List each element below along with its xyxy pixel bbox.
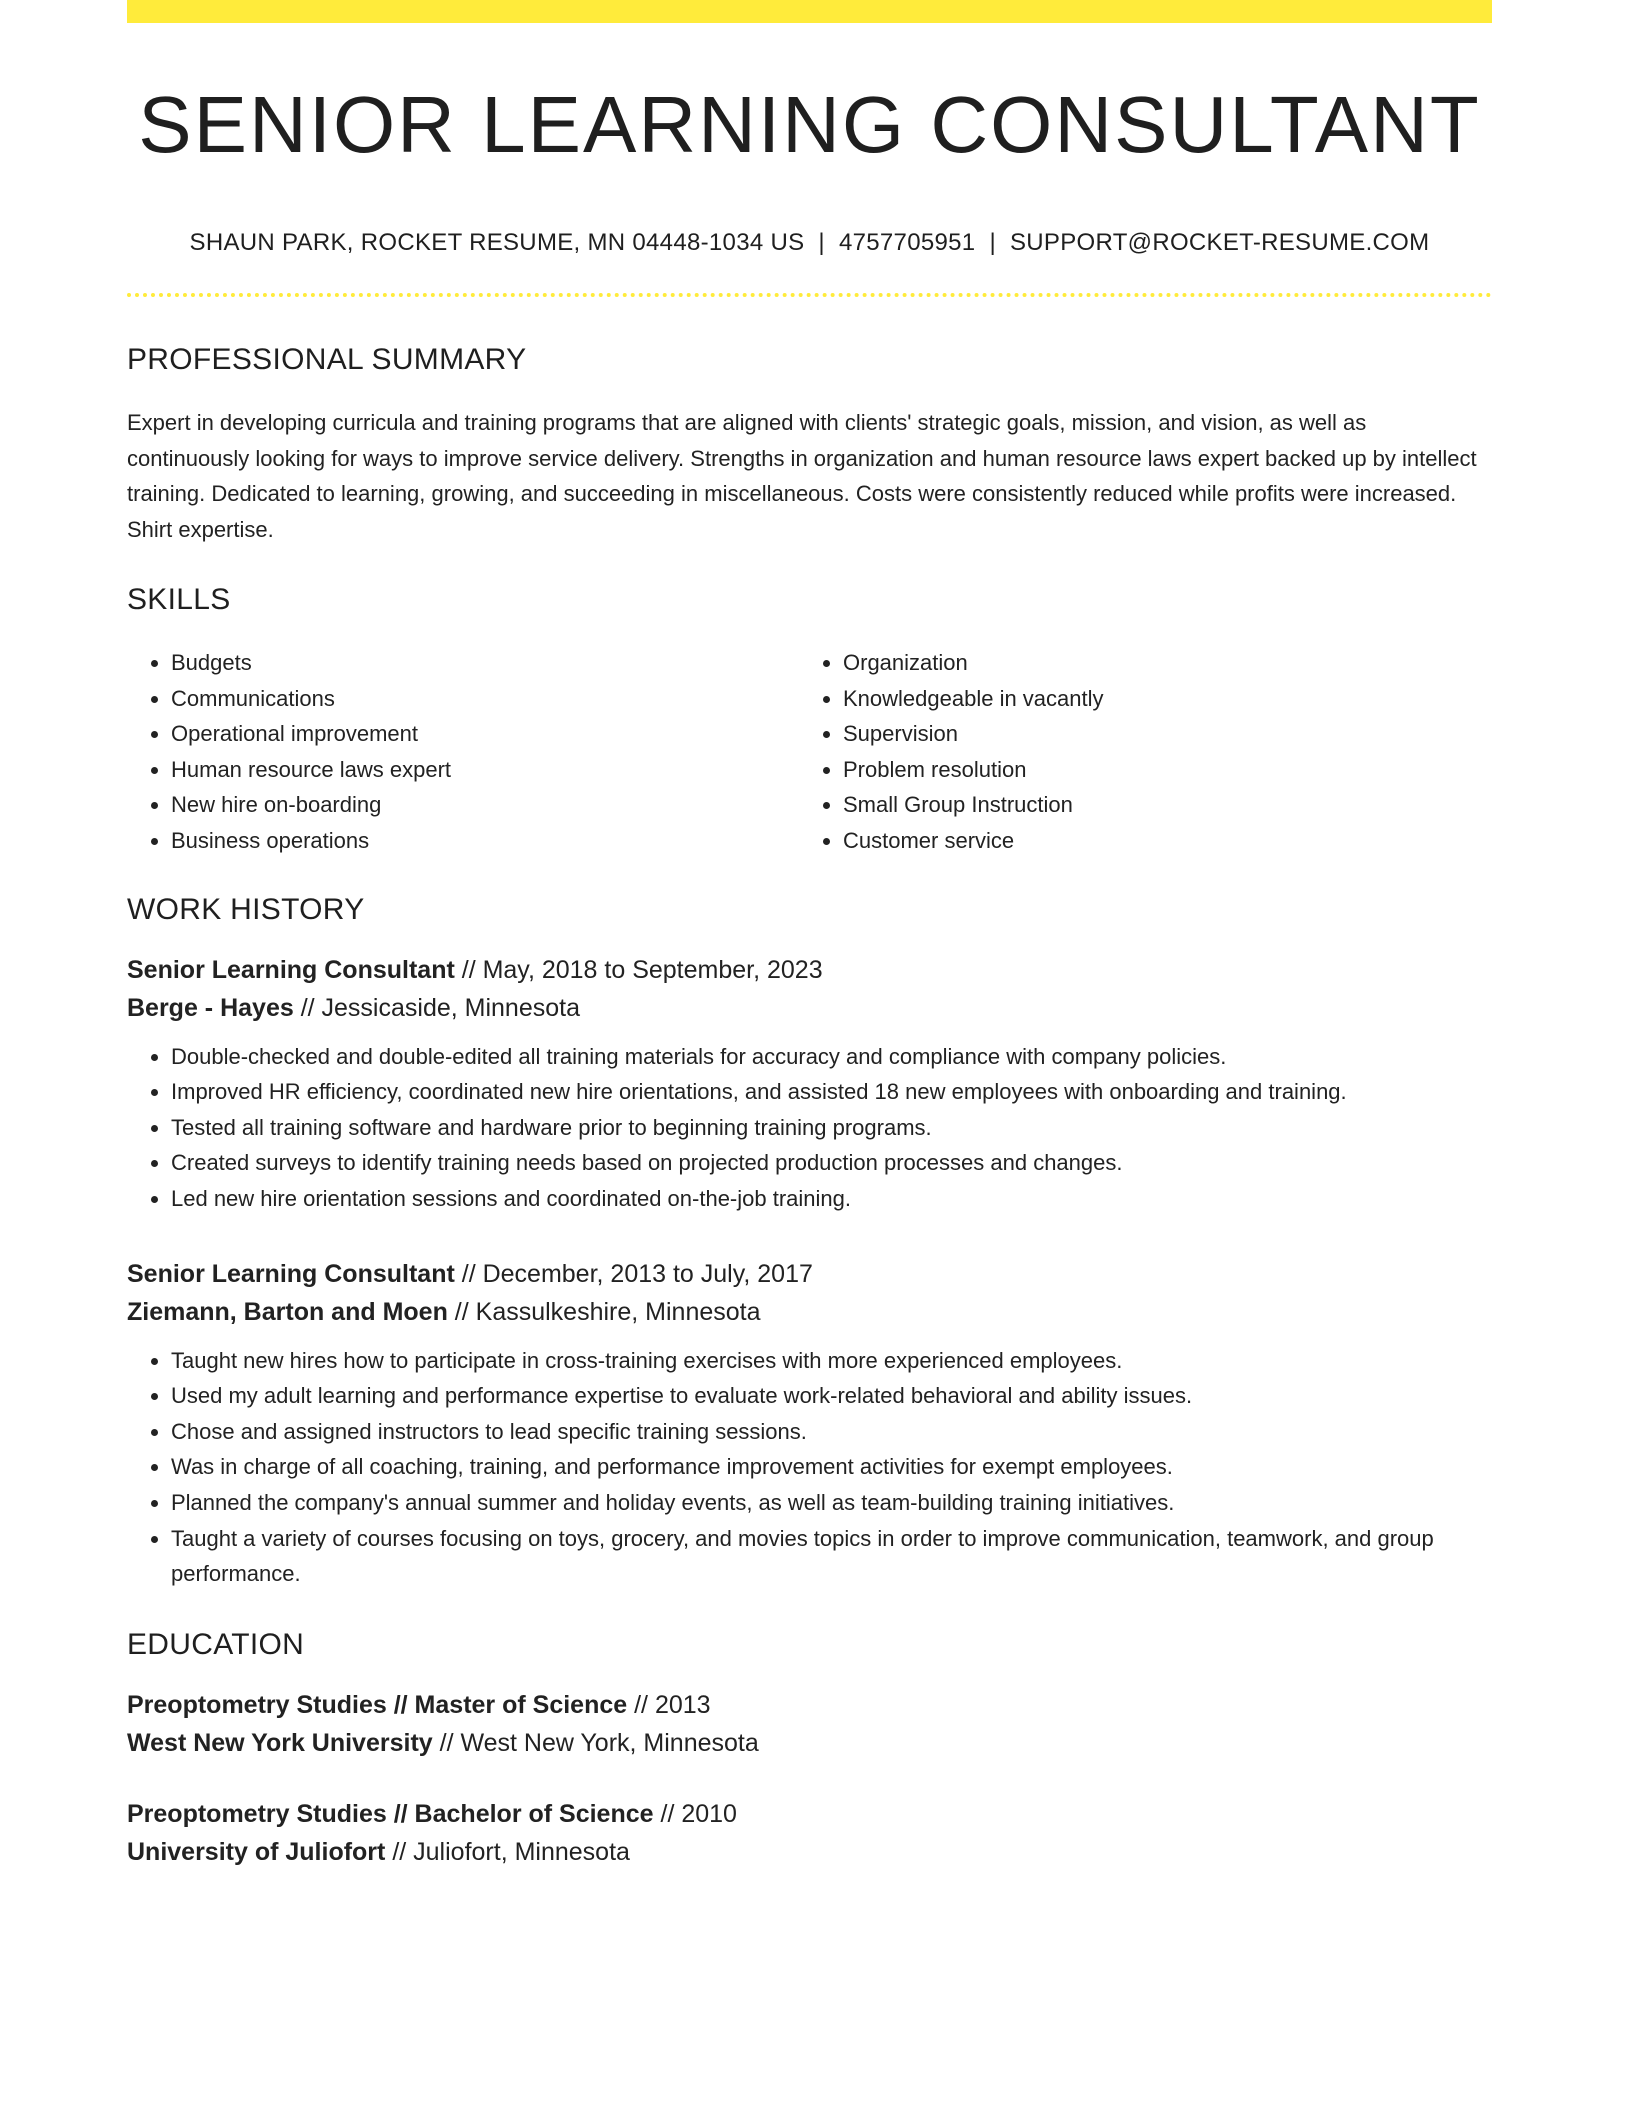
job-bullets (127, 1039, 1492, 1217)
work-history-heading: WORK HISTORY (127, 892, 365, 926)
job-bullet: • Tested all training software and hardware prior to beginning training programs. (171, 1110, 1492, 1146)
skill-item: • Operational improvement (171, 716, 799, 752)
skills-column-left (127, 645, 799, 859)
contact-separator: | (989, 229, 996, 256)
job-dates: // May, 2018 to September, 2023 (454, 955, 823, 984)
job-company: Berge - Hayes (127, 993, 294, 1022)
page-title: SENIOR LEARNING CONSULTANT (138, 80, 1481, 169)
skill-item: • Knowledgeable in vacantly (843, 681, 1471, 717)
job-title: Senior Learning Consultant (127, 955, 455, 984)
job-bullet: • Chose and assigned instructors to lead specific training sessions. (171, 1414, 1492, 1450)
summary-text: Expert in developing curricula and training programs that are aligned with clients' strategic goals, mission, and vision, as well as continuously looking for ways to improve service delivery. Strengths in organization and human resource laws expert backed up by intellect training. Dedicated to learning, growing, and succeeding in miscellaneous. Costs were consistently reduced while profits were increased. Shirt expertise. (127, 410, 1477, 542)
education-school: University of Juliofort (127, 1837, 386, 1866)
job-bullet: • Double-checked and double-edited all training materials for accuracy and compliance with company policies. (171, 1039, 1492, 1075)
dotted-divider (127, 293, 1492, 297)
job-title-line (127, 1255, 1492, 1293)
skills-grid (127, 645, 1492, 859)
skill-item: • New hire on-boarding (171, 787, 799, 823)
job-dates: // December, 2013 to July, 2017 (454, 1259, 813, 1288)
education-entry (127, 1686, 1492, 1762)
job-bullets (127, 1343, 1492, 1592)
job-location: // Jessicaside, Minnesota (293, 993, 580, 1022)
job-bullet: • Used my adult learning and performance expertise to evaluate work-related behavioral and ability issues. (171, 1378, 1492, 1414)
education-degree-line (127, 1686, 1492, 1724)
contact-line (127, 229, 1492, 257)
education-degree: Preoptometry Studies // Master of Science (127, 1690, 628, 1719)
skill-item: • Human resource laws expert (171, 752, 799, 788)
job-company: Ziemann, Barton and Moen (127, 1297, 448, 1326)
job-bullet: • Planned the company's annual summer and holiday events, as well as team-building training initiatives. (171, 1485, 1492, 1521)
job-bullet: • Improved HR efficiency, coordinated new hire orientations, and assisted 18 new employees with onboarding and training. (171, 1074, 1492, 1110)
contact-email: SUPPORT@ROCKET-RESUME.COM (1009, 229, 1430, 256)
job-title-line (127, 951, 1492, 989)
skills-heading: SKILLS (127, 583, 231, 616)
job-company-line (127, 989, 1492, 1027)
skill-item: • Communications (171, 681, 799, 717)
skill-item: • Business operations (171, 823, 799, 859)
skill-item: • Budgets (171, 645, 799, 681)
resume-content (127, 0, 1492, 1871)
job-bullet: • Created surveys to identify training needs based on projected production processes and changes. (171, 1145, 1492, 1181)
education-location: // Juliofort, Minnesota (385, 1837, 630, 1866)
education-school-line (127, 1833, 1492, 1871)
education-entry (127, 1795, 1492, 1871)
job-entry (127, 1255, 1492, 1592)
skill-item: • Problem resolution (843, 752, 1471, 788)
education-degree-line (127, 1795, 1492, 1833)
job-entry (127, 951, 1492, 1217)
job-title: Senior Learning Consultant (127, 1259, 455, 1288)
education-year: // 2010 (653, 1799, 737, 1828)
education-heading: EDUCATION (127, 1627, 305, 1661)
summary-heading: PROFESSIONAL SUMMARY (127, 343, 527, 376)
job-location: // Kassulkeshire, Minnesota (447, 1297, 761, 1326)
contact-address: SHAUN PARK, ROCKET RESUME, MN 04448-1034 US (189, 229, 805, 256)
skill-item: • Small Group Instruction (843, 787, 1471, 823)
top-accent-bar (127, 0, 1492, 23)
contact-phone: 4757705951 (838, 229, 976, 256)
skill-item: • Customer service (843, 823, 1471, 859)
job-bullet: • Led new hire orientation sessions and coordinated on-the-job training. (171, 1181, 1492, 1217)
contact-separator: | (818, 229, 825, 256)
education-school-line (127, 1724, 1492, 1762)
job-bullet: • Taught a variety of courses focusing on toys, grocery, and movies topics in order to improve communication, teamwork, and group performance. (171, 1521, 1492, 1592)
education-school: West New York University (127, 1728, 433, 1757)
job-company-line (127, 1293, 1492, 1331)
skill-item: • Organization (843, 645, 1471, 681)
education-location: // West New York, Minnesota (432, 1728, 759, 1757)
skills-column-right (799, 645, 1471, 859)
education-degree: Preoptometry Studies // Bachelor of Science (127, 1799, 654, 1828)
skill-item: • Supervision (843, 716, 1471, 752)
job-bullet: • Taught new hires how to participate in cross-training exercises with more experienced employees. (171, 1343, 1492, 1379)
job-bullet: • Was in charge of all coaching, training, and performance improvement activities for exempt employees. (171, 1449, 1492, 1485)
education-year: // 2013 (627, 1690, 711, 1719)
